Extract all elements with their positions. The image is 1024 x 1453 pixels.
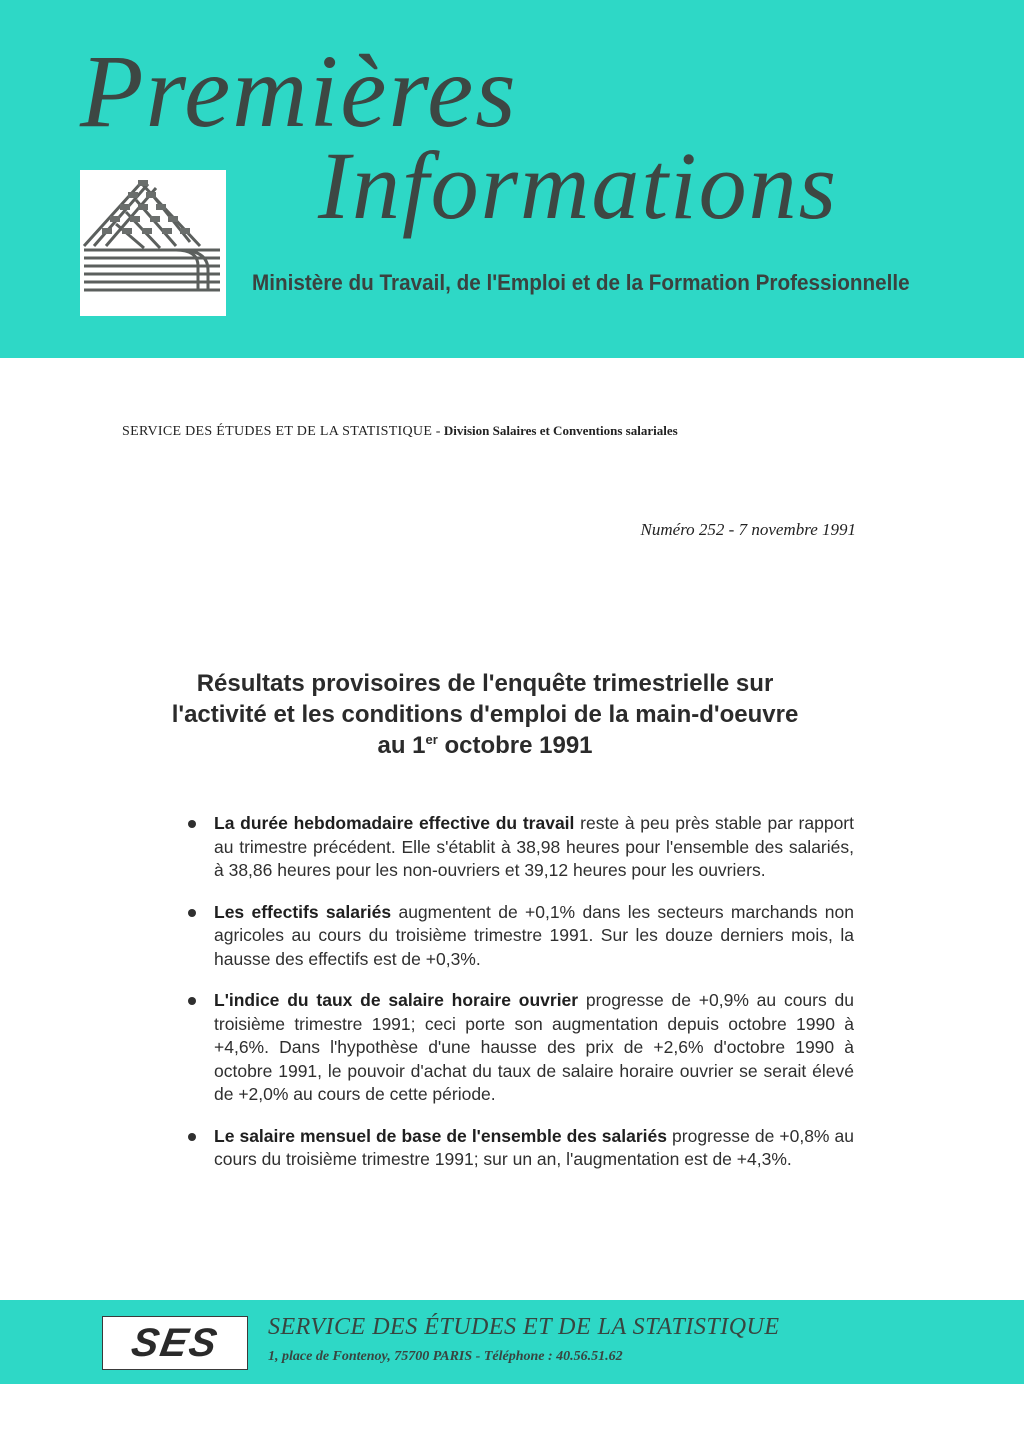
main-title-superscript: er [425, 732, 438, 747]
main-title-line1: Résultats provisoires de l'enquête trimestrielle sur [196, 670, 774, 697]
finding-text: progresse de +0,8% au cours du troisième trimestre 1991; sur un an, l'augmentation est de +4,3%. [214, 1125, 854, 1169]
bullet-icon [188, 909, 196, 917]
finding-heading: Les effectifs salariés [214, 901, 392, 922]
list-item [186, 812, 854, 883]
ministry-logo [80, 170, 226, 316]
ministry-name: Ministère du Travail, de l'Emploi et de la Formation Professionnelle [252, 270, 910, 295]
division-name: Division Salaires et Conventions salariales [443, 423, 678, 438]
bullet-icon [188, 1133, 196, 1141]
main-title [100, 668, 870, 761]
finding-text: reste à peu près stable par rapport au trimestre précédent. Elle s'établit à 38,98 heures pour l'ensemble des salariés, à 38,86 heures pour les non-ouvriers et 39,12 heures pour les ouvriers. [214, 813, 854, 880]
service-division-line [122, 423, 678, 440]
ses-logo [102, 1316, 248, 1370]
issue-number-date: Numéro 252 - 7 novembre 1991 [640, 520, 856, 539]
publication-title-line2: Informations [318, 132, 839, 239]
list-item [186, 901, 854, 972]
ministry-logo-icon [80, 170, 226, 316]
service-name: SERVICE DES ÉTUDES ET DE LA STATISTIQUE [122, 424, 433, 439]
main-title-line2: l'activité et les conditions d'emploi de la main-d'oeuvre [171, 701, 799, 728]
list-item [186, 1125, 854, 1172]
publication-title-line1: Premières [80, 34, 518, 149]
finding-text: progresse de +0,9% au cours du troisième trimestre 1991; ceci porte son augmentation depuis octobre 1990 à +4,6%. Dans l'hypothèse d'une hausse des prix de +2,6% d'octobre 1990 à octobre 1991, le pouvoir d'achat du taux de salaire horaire ouvrier se serait élevé de +2,0% au cours de cette période. [214, 990, 854, 1104]
header-band [0, 0, 1024, 358]
finding-heading: L'indice du taux de salaire horaire ouvrier [214, 990, 579, 1010]
list-item [186, 989, 854, 1107]
ses-logo-text: SES [128, 1320, 222, 1365]
service-separator: - [432, 424, 444, 439]
footer-service-title: SERVICE DES ÉTUDES ET DE LA STATISTIQUE [268, 1314, 780, 1340]
finding-heading: Le salaire mensuel de base de l'ensemble des salariés [214, 1125, 667, 1146]
main-title-line3-start: au 1 [377, 732, 426, 759]
finding-text: augmentent de +0,1% dans les secteurs marchands non agricoles au cours du troisième trimestre 1991. Sur les douze derniers mois, la hausse des effectifs est de +0,3%. [214, 901, 854, 969]
bullet-icon [188, 997, 196, 1005]
footer-address: 1, place de Fontenoy, 75700 PARIS - Téléphone : 40.56.51.62 [268, 1349, 623, 1364]
finding-heading: La durée hebdomadaire effective du travail [214, 813, 575, 833]
main-title-line3-end: octobre 1991 [437, 732, 593, 759]
key-findings-list [186, 812, 854, 1190]
bullet-icon [188, 820, 196, 828]
